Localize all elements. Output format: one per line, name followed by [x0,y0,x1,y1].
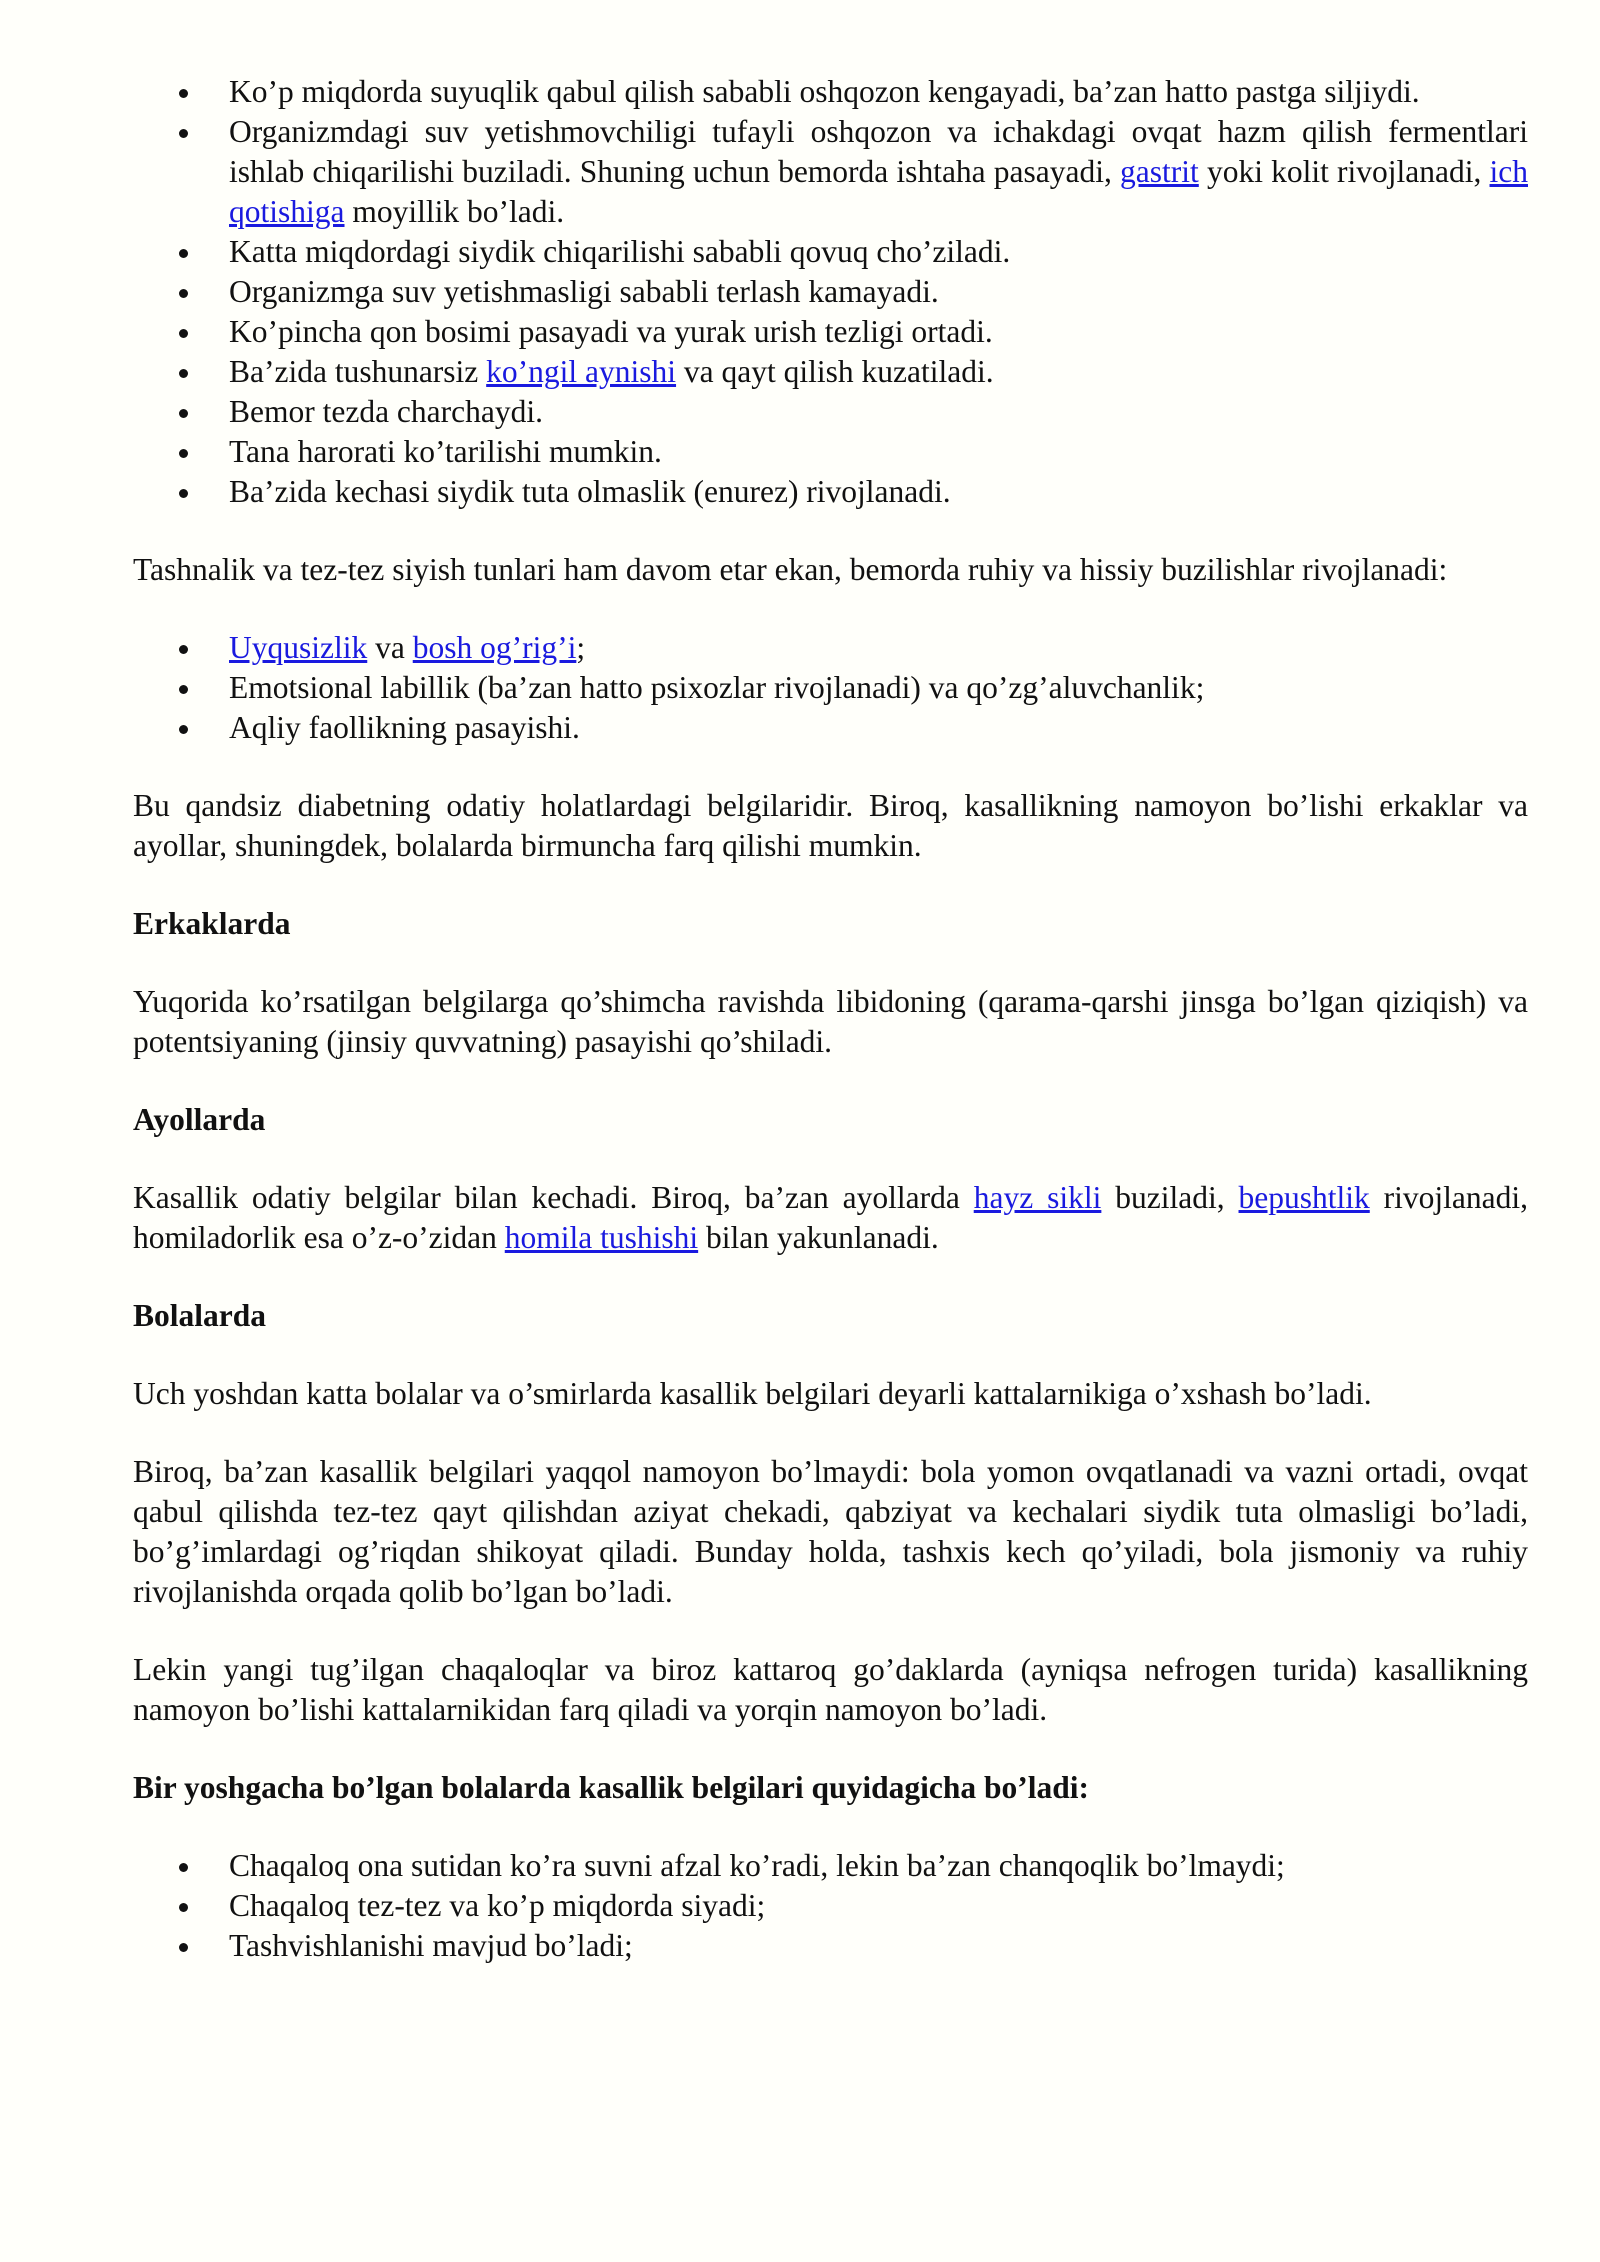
list-item [133,628,1528,668]
bullet-icon [179,1863,188,1872]
bullet-icon [179,89,188,98]
link-bosh-ogrigi[interactable]: bosh og’rig’i [412,630,577,665]
list-item-text: Chaqaloq ona sutidan ko’ra suvni afzal ko’radi, lekin ba’zan chanqoqlik bo’lmaydi; [229,1848,1285,1883]
list-item-text: va [367,630,413,665]
paragraph-women [133,1178,1528,1258]
list-item-text: Ba’zida kechasi siydik tuta olmaslik (enurez) rivojlanadi. [229,474,951,509]
psych-symptoms-list [133,628,1528,748]
list-item [133,352,1528,392]
list-item-text: Ko’p miqdorda suyuqlik qabul qilish sababli oshqozon kengayadi, ba’zan hatto pastga siljiydi. [229,74,1420,109]
heading-infants: Bir yoshgacha bo’lgan bolalarda kasallik belgilari quyidagicha bo’ladi: [133,1770,1089,1805]
list-item-text: Tana harorati ko’tarilishi mumkin. [229,434,662,469]
list-item-text: moyillik bo’ladi. [344,194,565,229]
list-item [133,708,1528,748]
paragraph-text: Kasallik odatiy belgilar bilan kechadi. Biroq, ba’zan ayollarda [133,1180,974,1215]
list-item [133,232,1528,272]
list-item-text: ; [576,630,586,665]
list-item-text: Organizmga suv yetishmasligi sababli terlash kamayadi. [229,274,939,309]
bullet-icon [179,489,188,498]
paragraph-text: rivojlanadi, homiladorlik esa o’z-o’zidan [133,1180,1529,1255]
list-item-text: Tashvishlanishi mavjud bo’ladi; [229,1928,633,1963]
list-item-text: Organizmdagi suv yetishmovchiligi tufayli oshqozon va ichakdagi ovqat hazm qilish fermentlari ishlab chiqarilishi buziladi. Shuning uchun bemorda ishtaha pasayadi, [229,114,1528,189]
list-item [133,112,1528,232]
link-hayz-sikli[interactable]: hayz sikli [973,1180,1102,1215]
bullet-icon [179,1943,188,1952]
paragraph-typical: Bu qandsiz diabetning odatiy holatlardagi belgilaridir. Biroq, kasallikning namoyon bo’lishi erkaklar va ayollar, shuningdek, bolalarda birmuncha farq qilishi mumkin. [133,788,1528,863]
list-item-text: yoki kolit rivojlanadi, [1198,154,1490,189]
bullet-icon [179,725,188,734]
list-item-text: Katta miqdordagi siydik chiqarilishi sababli qovuq cho’ziladi. [229,234,1011,269]
list-item [133,432,1528,472]
bullet-icon [179,409,188,418]
list-item [133,272,1528,312]
list-item [133,392,1528,432]
heading-children: Bolalarda [133,1298,267,1333]
list-item [133,472,1528,512]
bullet-icon [179,645,188,654]
heading-women: Ayollarda [133,1102,266,1137]
list-item [133,668,1528,708]
link-gastrit[interactable]: gastrit [1120,154,1199,189]
bullet-icon [179,685,188,694]
paragraph-psych-intro: Tashnalik va tez-tez siyish tunlari ham davom etar ekan, bemorda ruhiy va hissiy buzilishlar rivojlanadi: [133,552,1448,587]
bullet-icon [179,449,188,458]
list-item-text: Chaqaloq tez-tez va ko’p miqdorda siyadi; [229,1888,766,1923]
link-uyqusizlik[interactable]: Uyqusizlik [229,630,368,665]
list-item-text: va qayt qilish kuzatiladi. [676,354,994,389]
paragraph-men: Yuqorida ko’rsatilgan belgilarga qo’shimcha ravishda libidoning (qarama-qarshi jinsga bo’lgan qiziqish) va potentsiyaning (jinsiy quvvatning) pasayishi qo’shiladi. [133,984,1528,1059]
paragraph-text: buziladi, [1101,1180,1239,1215]
list-item [133,1886,1528,1926]
link-kongil-aynishi[interactable]: ko’ngil aynishi [486,354,677,389]
list-item [133,1846,1528,1886]
bullet-icon [179,129,188,138]
list-item [133,1926,1528,1966]
list-item-text: Ko’pincha qon bosimi pasayadi va yurak urish tezligi ortadi. [229,314,993,349]
symptoms-list [133,72,1528,512]
list-item-text: Emotsional labillik (ba’zan hatto psixozlar rivojlanadi) va qo’zg’aluvchanlik; [229,670,1205,705]
list-item [133,72,1528,112]
link-ich-qotishiga[interactable]: ich qotishiga [229,154,1528,229]
infant-symptoms-list [133,1846,1528,1966]
list-item [133,312,1528,352]
list-item-text: Bemor tezda charchaydi. [229,394,543,429]
list-item-text: Aqliy faollikning pasayishi. [229,710,580,745]
bullet-icon [179,289,188,298]
bullet-icon [179,1903,188,1912]
paragraph-children-1: Uch yoshdan katta bolalar va o’smirlarda kasallik belgilari deyarli kattalarnikiga o’xshash bo’ladi. [133,1376,1372,1411]
paragraph-children-2: Biroq, ba’zan kasallik belgilari yaqqol namoyon bo’lmaydi: bola yomon ovqatlanadi va vazni ortadi, ovqat qabul qilishda tez-tez qayt qilishdan aziyat chekadi, qabziyat va kechalari siydik tuta olmasligi bo’ladi, bo’g’imlardagi og’riqdan shikoyat qiladi. Bunday holda, tashxis kech qo’yiladi, bola jismoniy va ruhiy rivojlanishda orqada qolib bo’lgan bo’ladi. [133,1454,1528,1609]
link-homila-tushishi[interactable]: homila tushishi [504,1220,699,1255]
bullet-icon [179,329,188,338]
link-bepushtlik[interactable]: bepushtlik [1238,1180,1370,1215]
heading-men: Erkaklarda [133,906,291,941]
bullet-icon [179,249,188,258]
list-item-text: Ba’zida tushunarsiz [229,354,487,389]
paragraph-text: bilan yakunlanadi. [698,1220,939,1255]
bullet-icon [179,369,188,378]
paragraph-children-3: Lekin yangi tug’ilgan chaqaloqlar va biroz kattaroq go’daklarda (ayniqsa nefrogen turida) kasallikning namoyon bo’lishi kattalarnikidan farq qiladi va yorqin namoyon bo’ladi. [133,1652,1528,1727]
